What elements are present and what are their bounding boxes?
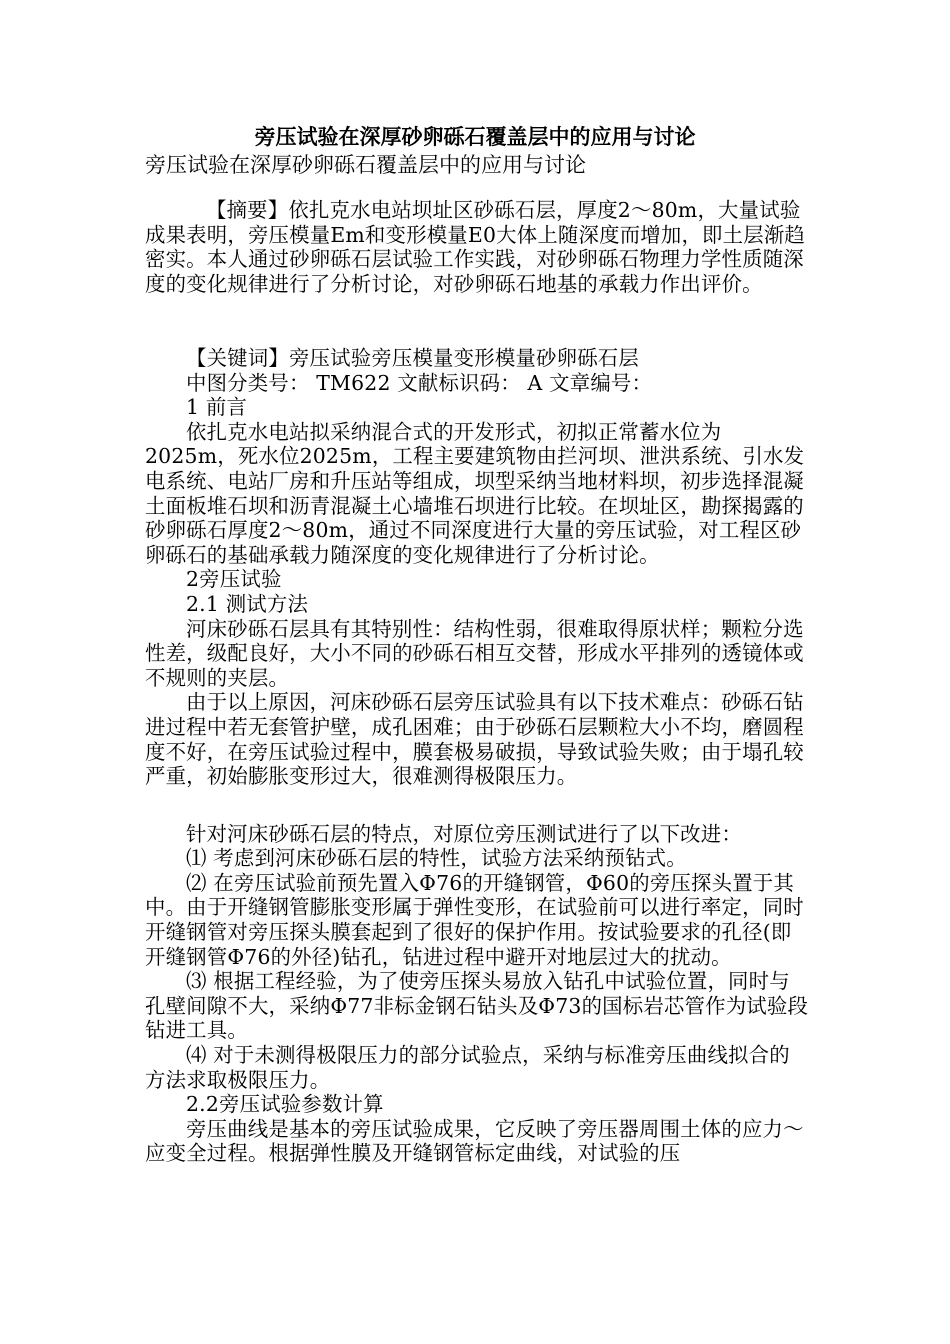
paragraph-gap [145,789,809,822]
section-1-heading: 1 前言 [186,395,248,420]
list-item-2: ⑵ 在旁压试验前预先置入Φ76的开缝钢管，Φ60的旁压探头置于其中。由于开缝钢管膨胀变形属于弹性变形，在试验前可以进行率定，同时开缝钢管对旁压探头膜套起到了很好的保护作用。按试验要求的孔径(即开缝钢管Φ76的外径)钻孔，钻进过程中避开对地层过大的扰动。 [145,870,804,969]
keywords-line: 【关键词】旁压试验旁压模量变形模量砂卵砾石层 [186,346,639,370]
section-1-paragraph: 依扎克水电站拟采纳混合式的开发形式，初拟正常蓄水位为2025m，死水位2025m，工程主要建筑物由拦河坝、泄洪系统、引水发电系统、电站厂房和升压站等组成，坝型采纳当地材料坝，初步选择混凝土面板堆石坝和沥青混凝土心墙堆石坝进行比较。在坝址区，勘探揭露的砂卵砾石厚度2～80m，通过不同深度进行大量的旁压试验，对工程区砂卵砾石的基础承载力随深度的变化规律进行了分析讨论。 [145,419,805,567]
document-body [145,346,809,1166]
section-2-1-paragraph-1: 河床砂砾石层具有其特别性：结构性弱，很难取得原状样；颗粒分选性差，级配良好，大小不同的砂砾石相互交替，形成水平排列的透镜体或不规则的夹层。 [145,616,804,690]
section-2-1-paragraph-3: 针对河床砂砾石层的特点，对原位旁压测试进行了以下改进： [186,821,742,846]
classification-line: 中图分类号： TM622 文献标识码： A 文章编号： [186,370,653,395]
section-2-1-heading: 2.1 测试方法 [186,591,309,616]
section-2-1-paragraph-2: 由于以上原因，河床砂砾石层旁压试验具有以下技术难点：砂砾石钻进过程中若无套管护壁，成孔困难；由于砂砾石层颗粒大小不均，磨圆程度不好，在旁压试验过程中，膜套极易破损，导致试验失败；由于塌孔较严重，初始膨胀变形过大，很难测得极限压力。 [145,690,804,789]
abstract-paragraph: 【摘要】依扎克水电站坝址区砂砾石层，厚度2～80m，大量试验成果表明，旁压模量Em和变形模量E0大体上随深度而增加，即土层渐趋密实。本人通过砂卵砾石层试验工作实践，对砂卵砾石物理力学性质随深度的变化规律进行了分析讨论，对砂卵砾石地基的承载力作出评价。 [145,198,806,296]
abstract-section [145,198,809,296]
list-item-3: ⑶ 根据工程经验，为了使旁压探头易放入钻孔中试验位置，同时与孔壁间隙不大，采纳Φ77非标金钢石钻头及Φ73的国标岩芯管作为试验段钻进工具。 [145,969,809,1043]
document-subtitle: 旁压试验在深厚砂卵砾石覆盖层中的应用与讨论 [145,153,586,177]
document-title: 旁压试验在深厚砂卵砾石覆盖层中的应用与讨论 [254,124,696,149]
section-2-2-heading: 2.2旁压试验参数计算 [186,1092,384,1117]
section-2-heading: 2旁压试验 [186,567,282,592]
list-item-1: ⑴ 考虑到河床砂砾石层的特性，试验方法采纳预钻式。 [186,846,687,871]
list-item-4: ⑷ 对于未测得极限压力的部分试验点，采纳与标准旁压曲线拟合的方法求取极限压力。 [145,1043,790,1092]
section-2-2-paragraph: 旁压曲线是基本的旁压试验成果，它反映了旁压器周围土体的应力～应变全过程。根据弹性膜及开缝钢管标定曲线，对试验的压 [145,1116,804,1166]
